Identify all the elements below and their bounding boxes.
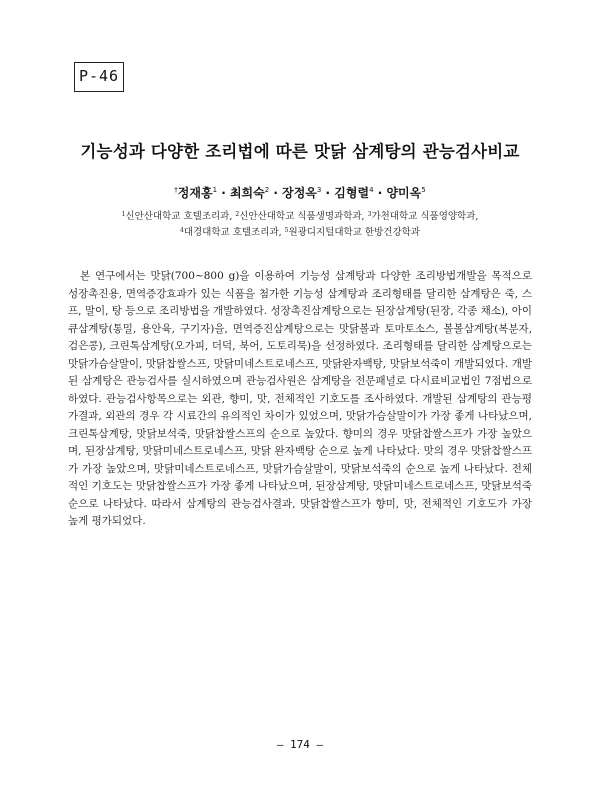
author-separator: · — [269, 186, 283, 200]
author-name: 장정옥 — [282, 186, 317, 200]
author-list — [40, 184, 560, 201]
author-separator: · — [373, 186, 387, 200]
affil-num: 2 — [235, 211, 240, 218]
author-affil-num: 2 — [264, 186, 270, 194]
affil-num: 5 — [284, 227, 289, 234]
author-name: 양미옥 — [386, 186, 422, 200]
author-separator: · — [217, 186, 230, 200]
affil-text: 신안산대학교 호텔조리과, — [125, 211, 236, 222]
author-name: 최희숙 — [229, 186, 265, 200]
affil-text: 신안산대학교 식품생명과학과, — [239, 211, 368, 222]
affil-text: 가천대학교 식품영양학과, — [371, 211, 479, 222]
page-number: – 174 – — [276, 738, 324, 751]
affil-text: 대경대학교 호텔조리과, — [183, 227, 285, 238]
author-name: 정재홍 — [177, 186, 213, 200]
abstract-paragraph: 본 연구에서는 맛닭(700~800 g)을 이용하여 기능성 삼계탕과 다양한 조리방법개발을 목적으로 성장촉진용, 면역증강효과가 있는 식품을 첨가한 기능성 삼계탕과 조리형태를 달리한 삼계탕은 죽, 스프, 말이, 탕 등으로 조리방법을 개발하였다. 성장촉진삼계탕으로는 된장삼계탕(된장, 각종 채소), 아이큐삼계탕(통밀, 용안육, 구기자)을, 면역증진삼계탕으로는 맛닭볼과 토마토소스, 볼볼삼계탕(복분자, 검은콩), 크린톡삼계탕(오가피, 더덕, 북어, 도토리묵)을 선정하였다. 조리형태를 달리한 삼계탕으로는 맛닭가슴살말이, 맛닭찹쌀스프, 맛닭미네스트로네스프, 맛닭완자백탕, 맛닭보석죽이 개발되었다. 개발된 삼계탕은 관능검사를 실시하였으며 관능검사원은 삼계탕을 전문패널로 다시료비교법인 7점법으로 하였다. 관능검사항목으로는 외관, 향미, 맛, 전체적인 기호도를 조사하였다. 개발된 삼계탕의 관능평가결과, 외관의 경우 각 시료간의 유의적인 차이가 있었으며, 맛닭가슴살말이가 가장 좋게 나타났으며, 크린톡삼계탕, 맛닭보석죽, 맛닭찹쌀스프의 순으로 높았다. 향미의 경우 맛닭찹쌀스프가 가장 높았으며, 된장삼계탕, 맛닭미네스트로네스프, 맛닭 완자백탕 순으로 높게 나타났다. 맛의 경우 맛닭찹쌀스프가 가장 높았으며, 맛닭미네스트로네스프, 맛닭가슴살말이, 맛닭보석죽의 순으로 높게 나타났다. 전체적인 기호도는 맛닭찹쌀스프가 가장 좋게 나타났으며, 된장삼계탕, 맛닭미네스트로네스프, 맛닭보석죽 순으로 나타났다. 따라서 삼계탕의 관능검사결과, 맛닭찹쌀스프가 향미, 맛, 전체적인 기호도가 가장 높게 평가되었다. — [68, 270, 532, 527]
affil-num: 4 — [180, 227, 184, 234]
author-affil-num: 5 — [421, 186, 426, 194]
author-affil-num: 1 — [212, 186, 218, 194]
author-affil-num: 3 — [316, 186, 322, 194]
corresponding-mark: † — [174, 186, 178, 194]
affil-num: 1 — [121, 211, 126, 218]
author-separator: · — [321, 186, 335, 200]
affiliations-line-1 — [40, 208, 560, 222]
author-name: 김형렬 — [334, 186, 370, 200]
poster-id-box — [74, 62, 124, 92]
affil-num: 3 — [367, 211, 372, 218]
affiliations-line-2 — [40, 224, 560, 238]
author-affil-num: 4 — [369, 186, 374, 194]
paper-title: 기능성과 다양한 조리법에 따른 맛닭 삼계탕의 관능검사비교 — [80, 142, 520, 161]
affil-text: 원광디지털대학교 한방건강학과 — [288, 227, 420, 238]
poster-id: P-46 — [78, 67, 120, 85]
